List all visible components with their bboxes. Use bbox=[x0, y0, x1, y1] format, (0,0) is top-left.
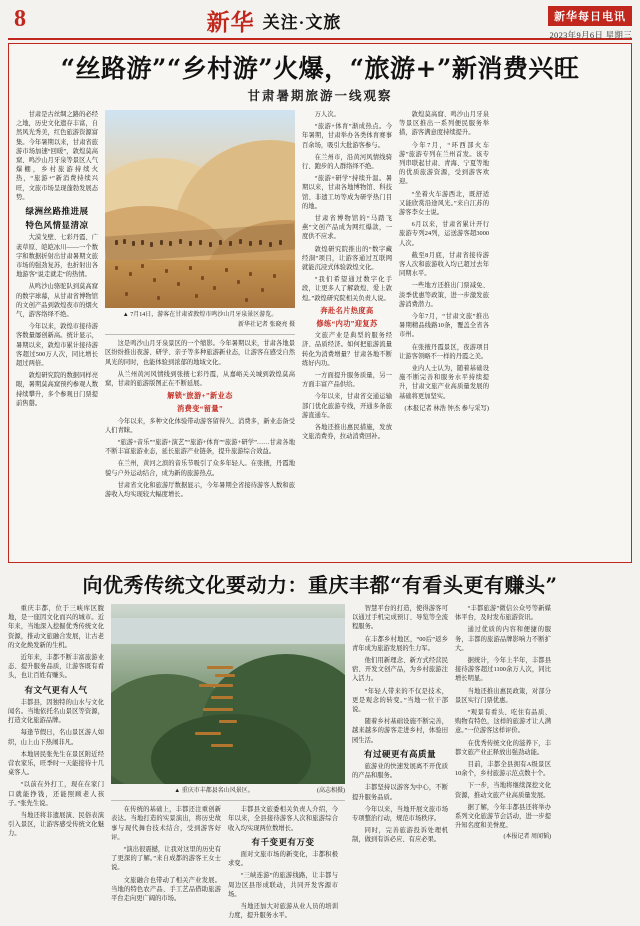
article-bottom bbox=[8, 569, 632, 923]
column-b3 bbox=[352, 604, 448, 923]
paragraph: 甘肃省文化和旅游厅数据显示，今年暑期全省接待游客人数和旅游收入均实现较大幅度增长。 bbox=[105, 481, 295, 499]
paragraph: 今年以来，当地开展文旅市场专项整治行动，规范市场秩序。 bbox=[352, 805, 448, 823]
paragraph: 面对文旅市场的新变化，丰都积极求变。 bbox=[228, 851, 338, 868]
column-b4 bbox=[455, 604, 551, 923]
paragraph: 重庆丰都，位于三峡库区腹地，是一座因文化而兴的城市。近年来，当地深入挖掘优秀传统文化资源，推动文旅融合发展，让古老的文化焕发新的生机。 bbox=[8, 605, 104, 649]
column-b2 bbox=[111, 604, 345, 923]
byline: (本报记者 林浩 钟杰 参与采写) bbox=[404, 404, 489, 412]
brand-badge: 新华每日电讯 bbox=[548, 6, 632, 26]
paragraph: 据统计，今年上半年，丰都县接待游客超过1100余万人次，同比增长明显。 bbox=[455, 657, 551, 683]
paragraph: 今年以来，敦煌市接待游客数量屡创新高。统计显示，暑期以来，敦煌市累计接待游客超过500万人次，同比增长超过两倍。 bbox=[16, 323, 98, 368]
masthead-meta bbox=[500, 6, 632, 41]
paragraph: 丰都县文旅委相关负责人介绍，今年以来，全县接待游客人次和旅游综合收入均实现两位数增长。 bbox=[228, 806, 338, 832]
photo-credit: 新华社记者 张晓亮 摄 bbox=[237, 322, 295, 328]
paragraph: 6月以来，甘肃省累计开行旅游专列24列，运送游客超3000人次。 bbox=[399, 221, 489, 247]
paragraph: “年轻人带来的不仅是技术，更是观念的转变。”当地一位干部说。 bbox=[352, 687, 448, 714]
paragraph: 一方面提升服务质量，另一方面丰富产品供给。 bbox=[302, 372, 392, 389]
column-1 bbox=[16, 110, 98, 502]
paragraph: 在丰都乡村地区，“00后”返乡青年成为旅游发展的生力军。 bbox=[352, 635, 448, 652]
photo2-credit: (高志相摄) bbox=[317, 788, 345, 794]
paragraph: 在兰州，黄河之滨的音乐节吸引了众多年轻人。在张掖，丹霞地貌与户外运动结合，成为新的旅游热点。 bbox=[105, 460, 295, 477]
paragraph: 在传统的基础上，丰都还注重创新表达。当地打造的实景演出，将历史故事与现代舞台技术结合，受到游客好评。 bbox=[111, 806, 221, 841]
paragraph: 近年来，丰都不断丰富旅游业态、提升服务品质，让游客既有看头，也让百姓有赚头。 bbox=[8, 654, 104, 680]
paragraph: 文旅融合也带动了相关产业发展。当地的特色农产品、手工艺品借助旅游平台走向更广阔的市场。 bbox=[111, 876, 221, 903]
section-subtitle-b2: 有千变更有万变 bbox=[251, 836, 315, 847]
kicker-3: 奔赴名片热度高 bbox=[320, 306, 374, 315]
paragraph: 从兰州黄河风情线到张掖七彩丹霞，从嘉峪关关城到敦煌莫高窟，甘肃的旅游版图正在不断延展。 bbox=[105, 370, 295, 388]
paragraph: 在优秀传统文化的滋养下，丰都文旅产业正释放出强劲动能。 bbox=[455, 739, 551, 756]
paragraph: 当地还推出惠民政策，对部分景区实行门票优惠。 bbox=[455, 687, 551, 704]
paragraph: 当地还将非遗展演、民俗表演引入景区，让游客感受传统文化魅力。 bbox=[8, 812, 104, 838]
article-bottom-headline: 向优秀传统文化要动力：重庆丰都“有看头更有赚头” bbox=[82, 573, 558, 597]
paragraph: “演出很震撼，让我对这里的历史有了更深的了解。”来自成都的游客王女士说。 bbox=[111, 846, 221, 872]
masthead bbox=[8, 6, 632, 40]
paragraph: 截至8月底，甘肃省接待游客人次和旅游收入均已超过去年同期水平。 bbox=[399, 251, 489, 278]
column-2 bbox=[105, 110, 295, 502]
paragraph: 智慧平台的打造，使得游客可以通过手机完成预订、导览等全流程服务。 bbox=[352, 605, 448, 631]
section-subtitle-2: 特色风情显清凉 bbox=[25, 220, 89, 231]
paragraph: 一些地方还推出门票减免、淡季优惠等政策，进一步激发旅游消费潜力。 bbox=[399, 282, 489, 308]
paragraph: 万人次。 bbox=[314, 111, 340, 118]
paragraph: 下一步，当地将继续深挖文化资源，推动文旅产业高质量发展。 bbox=[455, 782, 551, 799]
town-photo bbox=[111, 604, 345, 784]
paragraph: 目前，丰都全县拥有A级景区10余个，乡村旅游示范点数十个。 bbox=[455, 761, 551, 778]
section-subtitle-b1: 有文气更有人气 bbox=[24, 684, 88, 695]
paragraph: 丰都县，因独特的山水与文化闻名。当地依托名山景区等资源，打造文化旅游品牌。 bbox=[8, 698, 104, 725]
paragraph: “以前在外打工，现在在家门口就能挣钱，还能照顾老人孩子。”张先生说。 bbox=[8, 781, 104, 807]
paragraph: 敦煌研究院的数据同样亮眼，暑期莫高窟预约参观人数持续攀升，多个参观日门票提前售罄。 bbox=[16, 372, 98, 407]
paragraph: 在张掖丹霞景区，夜游项目让游客领略不一样的丹霞之美。 bbox=[399, 343, 489, 360]
kicker-2: 消费变“留量” bbox=[177, 405, 223, 414]
paragraph: “旅游+体育”渐成热点。今年暑期，甘肃举办各类体育赛事百余场，吸引大批游客参与。 bbox=[302, 123, 392, 149]
paragraph: 各地还推出惠民措施，发放文旅消费券，拉动消费回补。 bbox=[302, 424, 392, 441]
article-bottom-byline: (本报记者 周闻韬) bbox=[503, 834, 551, 841]
paragraph: “三峡连游”的旅游线路，让丰都与周边区县形成联动，共同开发客源市场。 bbox=[228, 872, 338, 898]
camel-caravan bbox=[111, 238, 289, 248]
paragraph: 这是鸣沙山月牙泉景区的一个缩影。今年暑期以来，甘肃各地景区纷纷推出夜游、研学、亲子等多种旅游新业态，让游客在感受自然风光的同时，也能体验到浓郁的地域文化。 bbox=[105, 340, 295, 366]
paragraph: “我们希望通过数字化手段，让更多人了解敦煌、爱上敦煌。”敦煌研究院相关负责人说。 bbox=[302, 276, 392, 302]
masthead-title-group bbox=[48, 4, 500, 37]
paragraph: “旅游+研学”持续升温。暑期以来，甘肃各地博物馆、科技馆、非遗工坊等成为研学热门目的地。 bbox=[302, 175, 392, 210]
issue-date: 2023年9月6日 星期三 bbox=[549, 30, 632, 40]
section-subtitle-b3: 有过硬更有高质量 bbox=[363, 748, 436, 759]
paragraph: 文旅产业是典型的服务经济、品质经济。如何把旅游流量转化为消费增量？甘肃各地不断练好内功。 bbox=[302, 332, 392, 367]
paragraph: 在兰州市，沿黄河风情线骑行、跑步的人群络绎不绝。 bbox=[302, 153, 392, 171]
photo-block-top bbox=[105, 110, 295, 330]
paragraph: 旅游业的快速发展离不开优质的产品和服务。 bbox=[352, 763, 448, 780]
section-title: 关注·文旅 bbox=[262, 13, 342, 32]
desert-photo bbox=[105, 110, 295, 308]
paragraph: 今年7月，“甘肃文旅”推出暑期精品线路10条，覆盖全省各市州。 bbox=[399, 313, 489, 339]
article-bottom-columns bbox=[8, 604, 632, 923]
paragraph: 通过优质的内容和便捷的服务，丰都的旅游品牌影响力不断扩大。 bbox=[455, 626, 551, 652]
paragraph: 当地还加大对旅游从业人员的培训力度，提升服务水平。 bbox=[228, 903, 338, 920]
paragraph: 今年7月，“环西部火车游”旅游专列在兰州首发。该专列串联起甘肃、青海、宁夏等地的优质旅游资源，受到游客欢迎。 bbox=[399, 141, 489, 186]
section-subtitle: 绿洲丝路推进展 bbox=[25, 206, 89, 217]
paragraph: 甘肃省博物馆的“马踏飞燕”文创产品成为网红爆款，一度供不应求。 bbox=[302, 215, 392, 241]
column-b1 bbox=[8, 604, 104, 923]
column-4 bbox=[399, 110, 489, 502]
paragraph: 敦煌莫高窟、鸣沙山月牙泉等景区推出一系列便民服务举措，游客满意度持续提升。 bbox=[399, 111, 489, 137]
paragraph: 甘肃是古丝绸之路的必经之地，历史文化遗存丰富，自然风光秀美，红色旅游资源富集。今年暑期以来，甘肃省旅游市场加速“回暖”，敦煌莫高窟、鸣沙山月牙泉等景区人气爆棚，乡村旅游持续火热，“旅游+”新消费持续兴旺，文旅市场呈现蓬勃发展态势。 bbox=[16, 111, 98, 201]
paragraph: 大漠戈壁、七彩丹霞、广袤草原、皑皑冰川——一个数字和数据折射出甘肃暑期文旅市场的强劲复苏，也折射出各地游客“说走就走”的热情。 bbox=[16, 234, 98, 279]
article-top-columns bbox=[16, 110, 624, 502]
divider bbox=[105, 334, 295, 335]
paragraph: 敦煌研究院推出的“数字藏经洞”项目，让游客通过互联网就能沉浸式体验敦煌文化。 bbox=[302, 245, 392, 272]
paragraph: “观景有看头、吃住有品质、购物有特色，这样的旅游才让人满意。”一位游客这样评价。 bbox=[455, 709, 551, 735]
paragraph: “旅游+音乐”“旅游+演艺”“旅游+体育”“旅游+研学”……甘肃各地不断丰富旅游业态，延长旅游产业链条，提升旅游综合效益。 bbox=[105, 439, 295, 456]
divider-b bbox=[111, 800, 345, 801]
photo2-caption-row bbox=[111, 787, 345, 796]
crowd-area bbox=[105, 260, 295, 308]
kicker-4: 修练“内功”迎复苏 bbox=[316, 320, 378, 329]
paragraph: 他们用新理念、新方式经营民宿、开发文创产品，为乡村旅游注入活力。 bbox=[352, 657, 448, 683]
paragraph: 随着乡村基础设施不断完善，越来越多的游客走进乡村，体验田园生活。 bbox=[352, 718, 448, 744]
photo2-caption: ▲ 重庆市丰都县名山风景区。 bbox=[174, 788, 254, 794]
paragraph: 丰都坚持以游客为中心，不断提升服务品质。 bbox=[352, 784, 448, 801]
paragraph: 业内人士认为，随着基础设施不断完善和服务水平持续提升，甘肃文旅产业高质量发展的基础将更加坚实。 bbox=[399, 365, 489, 400]
paragraph: 据了解，今年丰都县还将举办系列文化旅游节会活动，进一步提升知名度和美誉度。 bbox=[455, 803, 551, 830]
paragraph: 每逢节假日，名山景区游人如织，山上山下热闹非凡。 bbox=[8, 729, 104, 746]
paragraph: 同时，完善旅游投诉处理机制，做到有诉必应、有应必果。 bbox=[352, 827, 448, 844]
paragraph: 今年以来，甘肃省交通运输部门优化旅游专线，开通多条旅游直通车。 bbox=[302, 393, 392, 419]
page-number: 8 bbox=[14, 6, 26, 32]
paragraph: 从鸣沙山骆驼队到莫高窟的数字球幕，从甘肃省博物馆的文创产品到敦煌夜市的烟火气，游客络绎不绝。 bbox=[16, 283, 98, 319]
paragraph: “丰都旅游”微信公众号等新媒体平台，及时发布旅游资讯。 bbox=[455, 605, 551, 622]
paragraph: 本地居民张先生在景区附近经营农家乐，旺季时一天能接待十几桌客人。 bbox=[8, 750, 104, 777]
column-3 bbox=[302, 110, 392, 502]
article-top bbox=[8, 43, 632, 563]
article-top-headline: “丝路游”“乡村游”火爆，“旅游+”新消费兴旺 bbox=[60, 54, 580, 83]
paragraph: 今年以来，多种文化体验带动游客留得久、消费多，新业态备受人们青睐。 bbox=[105, 417, 295, 434]
kicker-1: 解锁“旅游+”新业态 bbox=[167, 392, 233, 401]
publication-logo: 新华 bbox=[206, 9, 255, 36]
article-top-subhead: 甘肃暑期旅游一线观察 bbox=[247, 89, 393, 103]
paragraph: “坐着火车游西北，既舒适又能欣赏沿途风光。”来自江苏的游客李女士说。 bbox=[399, 190, 489, 217]
photo-caption: ▲ 7月14日，游客在甘肃省敦煌市鸣沙山月牙泉景区游览。 bbox=[122, 312, 278, 318]
